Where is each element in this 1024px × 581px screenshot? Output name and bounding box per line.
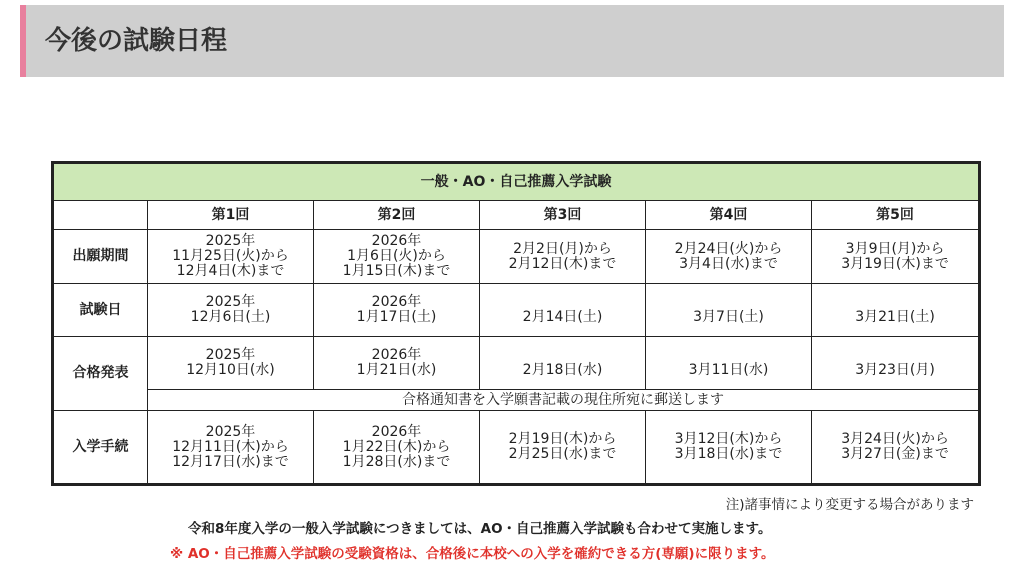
section-header [20,5,1004,77]
schedule-cell: 2026年 1月22日(木)から 1月28日(水)まで [314,411,480,485]
table-row-application [53,230,980,284]
table-title: 一般・AO・自己推薦入学試験 [53,163,980,201]
corner-cell [53,201,148,230]
change-notice: 注)諸事情により変更する場合があります [725,497,974,513]
schedule-cell: 2026年 1月6日(火)から 1月15日(木)まで [314,230,480,284]
row-label: 出願期間 [53,230,148,284]
schedule-cell: 3月21日(土) [812,284,980,337]
schedule-cell: 2026年 1月21日(水) [314,337,480,390]
row-label: 入学手続 [53,411,148,485]
round-header: 第2回 [314,201,480,230]
row-label: 試験日 [53,284,148,337]
schedule-cell: 3月7日(土) [646,284,812,337]
schedule-cell: 2月2日(月)から 2月12日(木)まで [480,230,646,284]
schedule-cell: 3月11日(水) [646,337,812,390]
table-header-row [53,201,980,230]
round-header: 第4回 [646,201,812,230]
schedule-cell: 2025年 11月25日(火)から 12月4日(木)まで [148,230,314,284]
schedule-cell: 3月9日(月)から 3月19日(木)まで [812,230,980,284]
combined-exam-notice: 令和8年度入学の一般入学試験につきましては、AO・自己推薦入学試験も合わせて実施します。 [188,521,772,537]
table-row-results-note [53,390,980,411]
schedule-cell: 2月14日(土) [480,284,646,337]
table-row-results [53,337,980,390]
schedule-cell: 3月23日(月) [812,337,980,390]
round-header: 第3回 [480,201,646,230]
page-title: 今後の試験日程 [45,26,228,56]
schedule-cell: 2025年 12月6日(土) [148,284,314,337]
schedule-cell: 2月19日(木)から 2月25日(水)まで [480,411,646,485]
round-header: 第5回 [812,201,980,230]
table-row-exam-day [53,284,980,337]
round-header: 第1回 [148,201,314,230]
row-label: 合格発表 [53,337,148,411]
results-note: 合格通知書を入学願書記載の現住所宛に郵送します [148,390,980,411]
eligibility-warning: ※ AO・自己推薦入学試験の受験資格は、合格後に本校への入学を確約できる方(専願)に限ります。 [170,546,775,562]
exam-schedule-table [51,161,981,486]
schedule-cell: 2025年 12月11日(木)から 12月17日(水)まで [148,411,314,485]
schedule-cell: 2025年 12月10日(水) [148,337,314,390]
header-accent-bar [20,5,26,77]
schedule-cell: 2月24日(火)から 3月4日(水)まで [646,230,812,284]
schedule-cell: 2月18日(水) [480,337,646,390]
table-row-procedure [53,411,980,485]
schedule-cell: 3月24日(火)から 3月27日(金)まで [812,411,980,485]
schedule-cell: 3月12日(木)から 3月18日(水)まで [646,411,812,485]
schedule-cell: 2026年 1月17日(土) [314,284,480,337]
